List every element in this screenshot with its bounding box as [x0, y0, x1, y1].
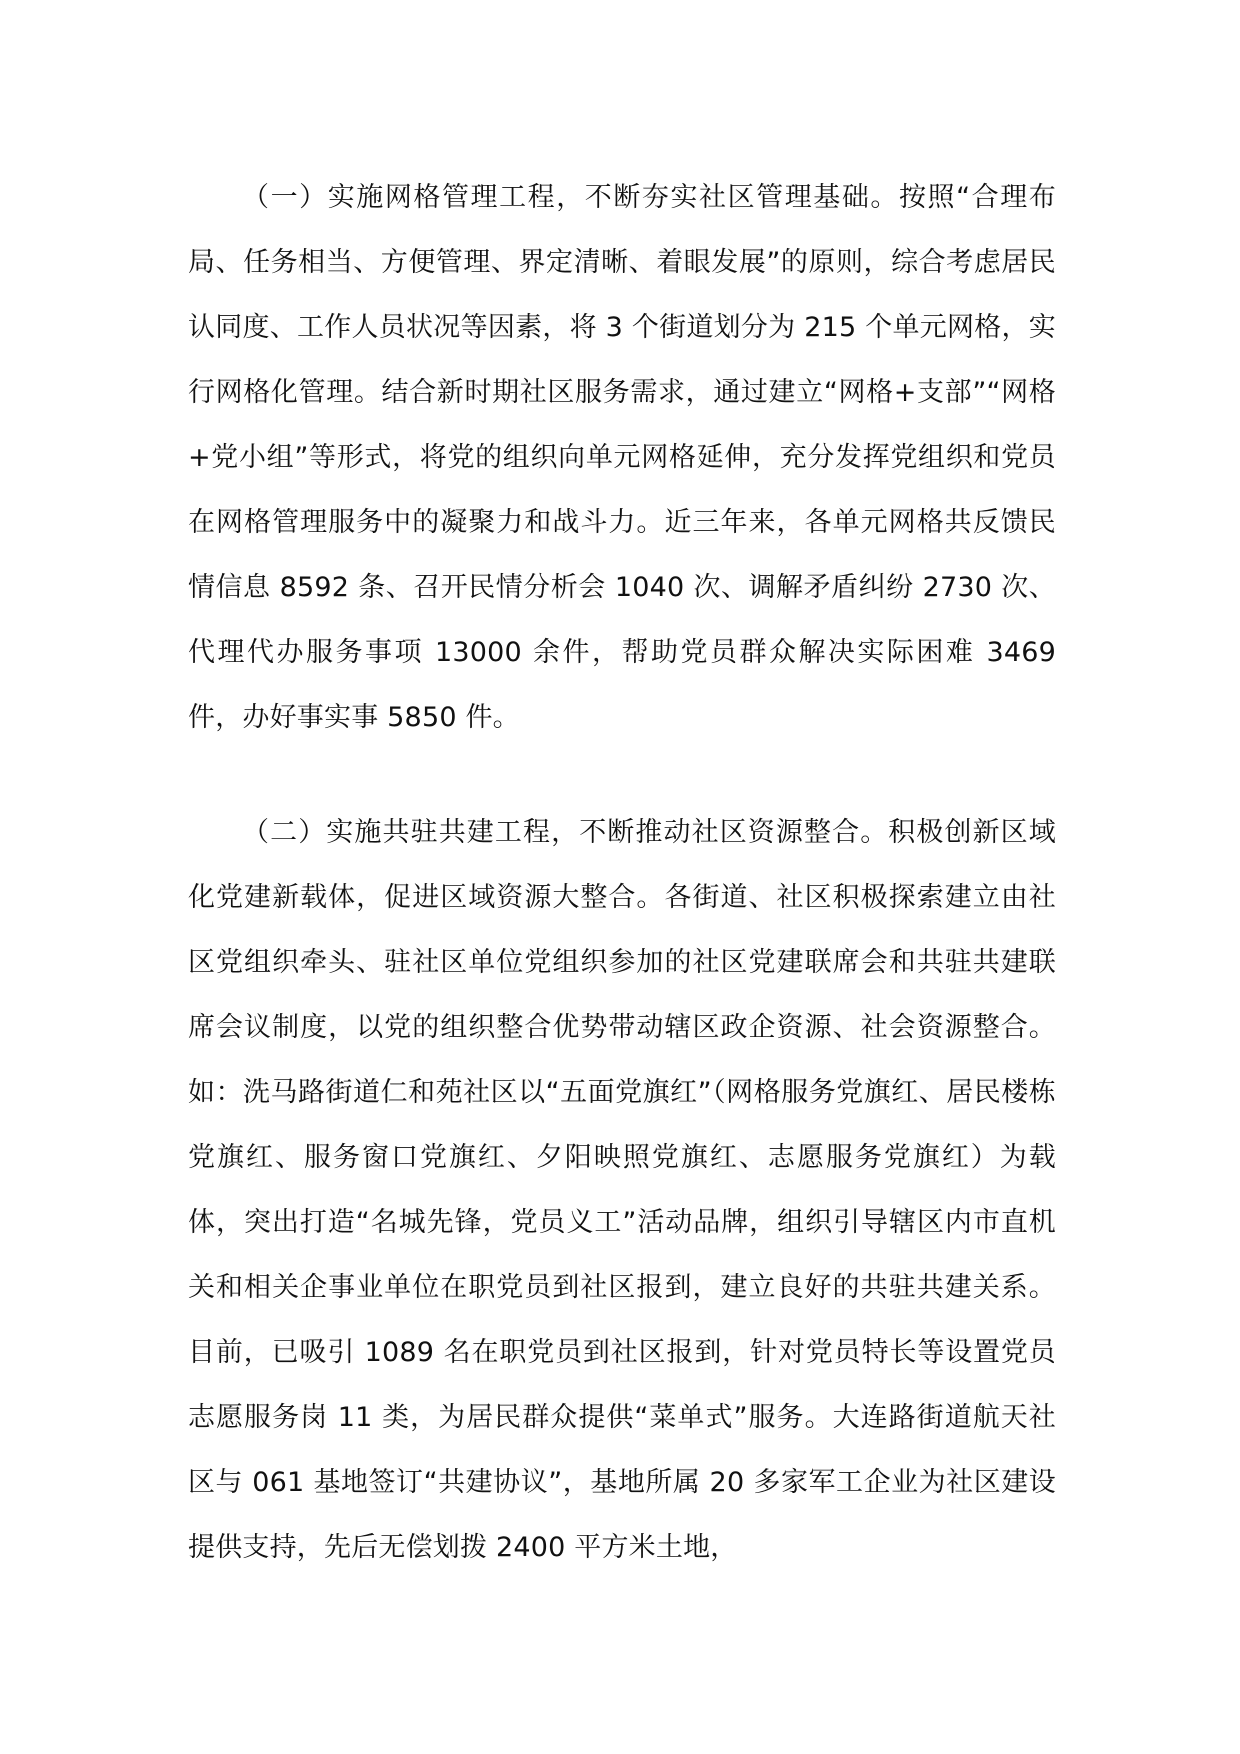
- paragraph-co-construction: （二）实施共驻共建工程，不断推动社区资源整合。积极创新区域化党建新载体，促进区域资源大整合。各街道、社区积极探索建立由社区党组织牵头、驻社区单位党组织参加的社区党建联席会和共驻共建联席会议制度，以党的组织整合优势带动辖区政企资源、社会资源整合。如：洗马路街道仁和苑社区以“五面党旗红”（网格服务党旗红、居民楼栋党旗红、服务窗口党旗红、夕阳映照党旗红、志愿服务党旗红）为载体，突出打造“名城先锋，党员义工”活动品牌，组织引导辖区内市直机关和相关企事业单位在职党员到社区报到，建立良好的共驻共建关系。目前，已吸引 1089 名在职党员到社区报到，针对党员特长等设置党员志愿服务岗 11 类，为居民群众提供“菜单式”服务。大连路街道航天社区与 061 基地签订“共建协议”，基地所属 20 多家军工企业为社区建设提供支持，先后无偿划拨 2400 平方米土地，: [188, 817, 1056, 1563]
- document-body: [188, 165, 1056, 1580]
- paragraph-grid-management: （一）实施网格管理工程，不断夯实社区管理基础。按照“合理布局、任务相当、方便管理、界定清晰、着眼发展”的原则，综合考虑居民认同度、工作人员状况等因素，将 3 个街道划分为 215 个单元网格，实行网格化管理。结合新时期社区服务需求，通过建立“网格+支部”“网格+党小组”等形式，将党的组织向单元网格延伸，充分发挥党组织和党员在网格管理服务中的凝聚力和战斗力。近三年来，各单元网格共反馈民情信息 8592 条、召开民情分析会 1040 次、调解矛盾纠纷 2730 次、代理代办服务事项 13000 余件，帮助党员群众解决实际困难 3469 件，办好事实事 5850 件。: [188, 182, 1056, 733]
